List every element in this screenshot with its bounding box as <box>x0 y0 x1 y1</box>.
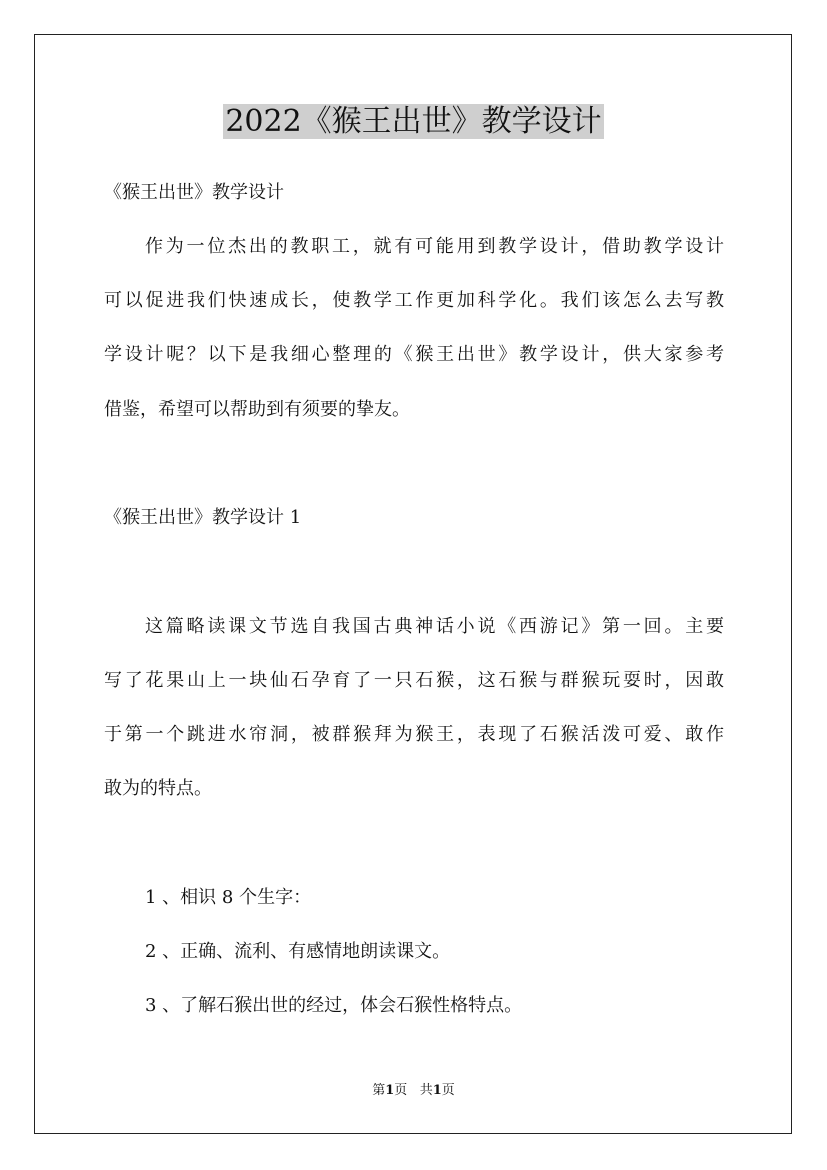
section1-line-4: 敢为的特点。 <box>104 778 212 799</box>
section1-line-3: 于第一个跳进水帘洞，被群猴拜为猴王，表现了石猴活泼可爱、敢作 <box>104 724 724 745</box>
objective-1: 1 、相识 8 个生字： <box>145 887 312 908</box>
intro-line-4: 借鉴，希望可以帮助到有须要的挚友。 <box>104 399 410 420</box>
footer-page-total: 1 <box>432 1083 442 1098</box>
document-title <box>0 100 827 144</box>
footer-page-num: 1 <box>385 1083 395 1098</box>
page-footer <box>0 1082 827 1100</box>
intro-line-2: 可以促进我们快速成长，使教学工作更加科学化。我们该怎么去写教 <box>104 290 724 311</box>
objective-3: 3 、了解石猴出世的经过，体会石猴性格特点。 <box>145 995 523 1016</box>
intro-line-3: 学设计呢？以下是我细心整理的《猴王出世》教学设计，供大家参考 <box>104 344 724 365</box>
section1-title: 《猴王出世》教学设计 1 <box>104 507 302 528</box>
section1-line-2: 写了花果山上一块仙石孕育了一只石猴，这石猴与群猴玩耍时，因敢 <box>104 670 724 691</box>
section1-line-1: 这篇略读课文节选自我国古典神话小说《西游记》第一回。主要 <box>145 616 724 637</box>
document-title-text: 2022《猴王出世》教学设计 <box>225 104 602 139</box>
footer-mid: 页 共 <box>394 1083 433 1098</box>
objective-2: 2 、正确、流利、有感情地朗读课文。 <box>145 941 451 962</box>
footer-suffix: 页 <box>441 1083 455 1098</box>
intro-line-1: 作为一位杰出的教职工，就有可能用到教学设计，借助教学设计 <box>145 236 724 257</box>
subtitle: 《猴王出世》教学设计 <box>104 182 284 203</box>
footer-prefix: 第 <box>372 1083 386 1098</box>
